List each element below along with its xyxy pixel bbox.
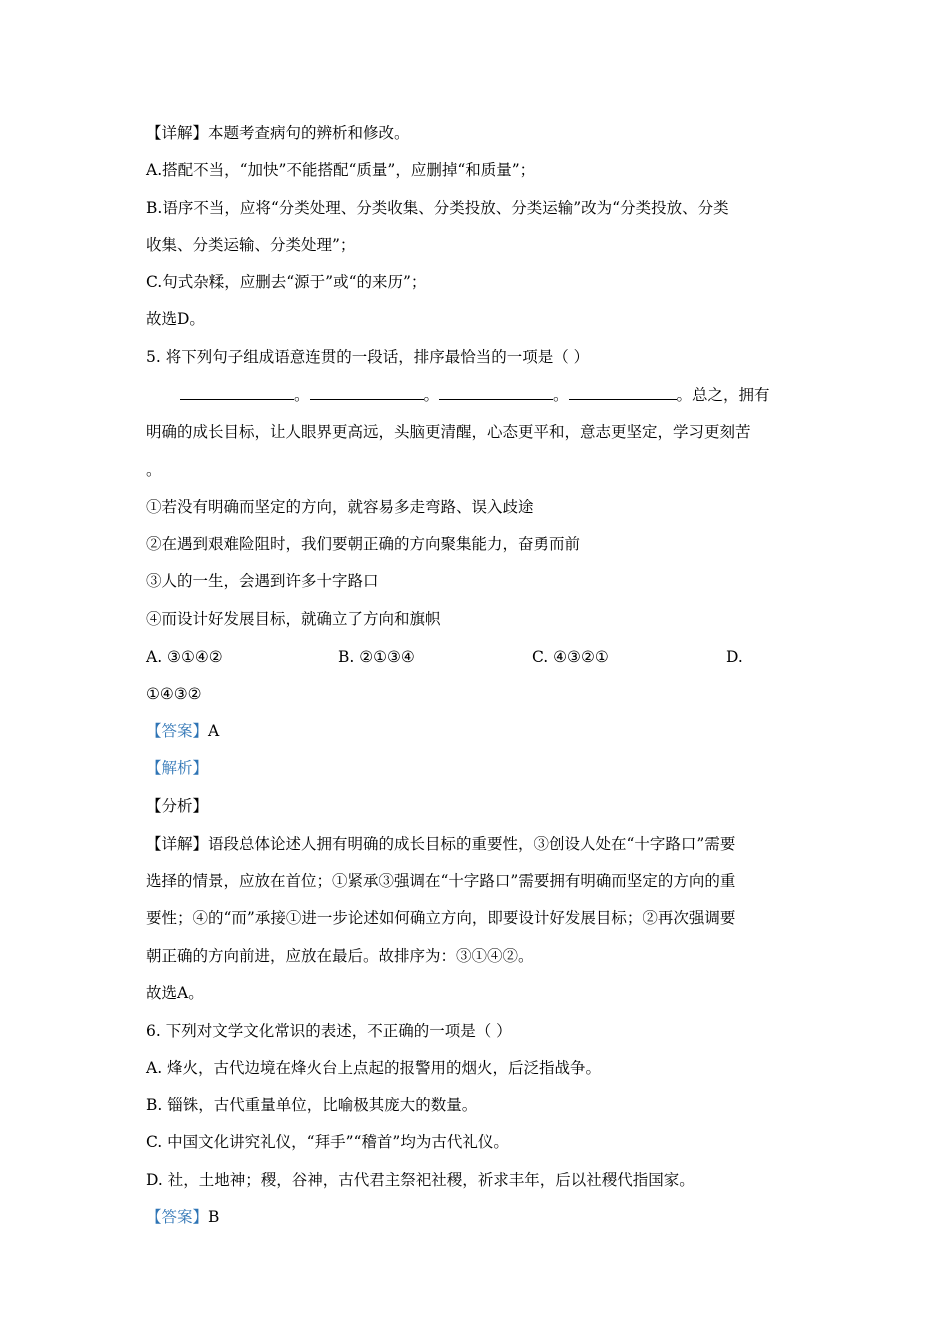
q5-sentence-4: ④而设计好发展目标，就确立了方向和旗帜 <box>146 610 441 628</box>
q5-fenxi: 【分析】 <box>146 797 209 815</box>
q6-answer <box>146 1206 806 1228</box>
q5-option-d-value: ①④③② <box>146 685 202 703</box>
q5-paragraph-line3: 。 <box>146 461 162 479</box>
answer-label: 【答案】 <box>146 1208 209 1226</box>
q5-conclusion: 故选A。 <box>146 984 204 1002</box>
q6-option-a[interactable]: A. 烽火，古代边境在烽火台上点起的报警用的烟火，后泛指战争。 <box>146 1059 602 1077</box>
q5-detail-line4: 朝正确的方向前进，应放在最后。故排序为：③①④②。 <box>146 947 534 965</box>
q6-option-d[interactable]: D. 社，土地神；稷，谷神，古代君主祭祀社稷，祈求丰年，后以社稷代指国家。 <box>146 1171 695 1189</box>
q5-detail-line2: 选择的情景，应放在首位；①紧承③强调在“十字路口”需要拥有明确而坚定的方向的重 <box>146 872 736 890</box>
q5-detail-line3: 要性；④的“而”承接①进一步论述如何确立方向，即要设计好发展目标；②再次强调要 <box>146 909 736 927</box>
q5-detail-line1: 【详解】语段总体论述人拥有明确的成长目标的重要性，③创设人处在“十字路口”需要 <box>146 835 736 853</box>
fill-blank-4[interactable] <box>569 385 677 400</box>
q6-stem: 6. 下列对文学文化常识的表述，不正确的一项是（ ） <box>146 1022 512 1040</box>
q5-paragraph-line2: 明确的成长目标，让人眼界更高远，头脑更清醒，心态更平和，意志更坚定，学习更刻苦 <box>146 423 751 441</box>
q5-stem: 5. 将下列句子组成语意连贯的一段话，排序最恰当的一项是（ ） <box>146 348 590 366</box>
q5-analysis-label: 【解析】 <box>146 759 209 777</box>
q5-option-a[interactable]: A. ③①④② <box>146 648 223 666</box>
q5-answer <box>146 720 806 742</box>
q5-sentence-3: ③人的一生，会遇到许多十字路口 <box>146 572 379 590</box>
detail-intro: 【详解】本题考查病句的辨析和修改。 <box>146 124 410 142</box>
q6-option-c[interactable]: C. 中国文化讲究礼仪，“拜手”“稽首”均为古代礼仪。 <box>146 1133 509 1151</box>
q5-option-c[interactable]: C. ④③②① <box>532 648 609 666</box>
q5-sentence-1: ①若没有明确而坚定的方向，就容易多走弯路、误入歧途 <box>146 498 534 516</box>
q5-fill-paragraph <box>180 384 840 406</box>
answer-label: 【答案】 <box>146 722 209 740</box>
q5-option-b[interactable]: B. ②①③④ <box>338 648 415 666</box>
answer-value: A <box>208 722 220 740</box>
fill-blank-3[interactable] <box>439 385 553 400</box>
fill-sep-2: 。 <box>423 386 440 404</box>
detail-option-c: C.句式杂糅，应删去“源于”或“的来历”； <box>146 273 427 291</box>
detail-option-a: A.搭配不当，“加快”不能搭配“质量”，应删掉“和质量”； <box>146 161 536 179</box>
q6-option-b[interactable]: B. 锱铢，古代重量单位，比喻极其庞大的数量。 <box>146 1096 478 1114</box>
detail-conclusion: 故选D。 <box>146 310 205 328</box>
fill-sep-3: 。 <box>553 386 569 404</box>
fill-blank-1[interactable] <box>180 385 294 400</box>
detail-option-b-line1: B.语序不当，应将“分类处理、分类收集、分类投放、分类运输”改为“分类投放、分类 <box>146 199 729 217</box>
q5-sentence-2: ②在遇到艰难险阻时，我们要朝正确的方向聚集能力，奋勇而前 <box>146 535 581 553</box>
fill-sep-1: 。 <box>294 386 310 404</box>
detail-option-b-line2: 收集、分类运输、分类处理”； <box>146 236 356 254</box>
answer-value: B <box>208 1208 220 1226</box>
q5-option-d[interactable]: D. <box>726 648 743 666</box>
fill-end: 。总之，拥有 <box>676 386 770 404</box>
fill-blank-2[interactable] <box>310 385 424 400</box>
